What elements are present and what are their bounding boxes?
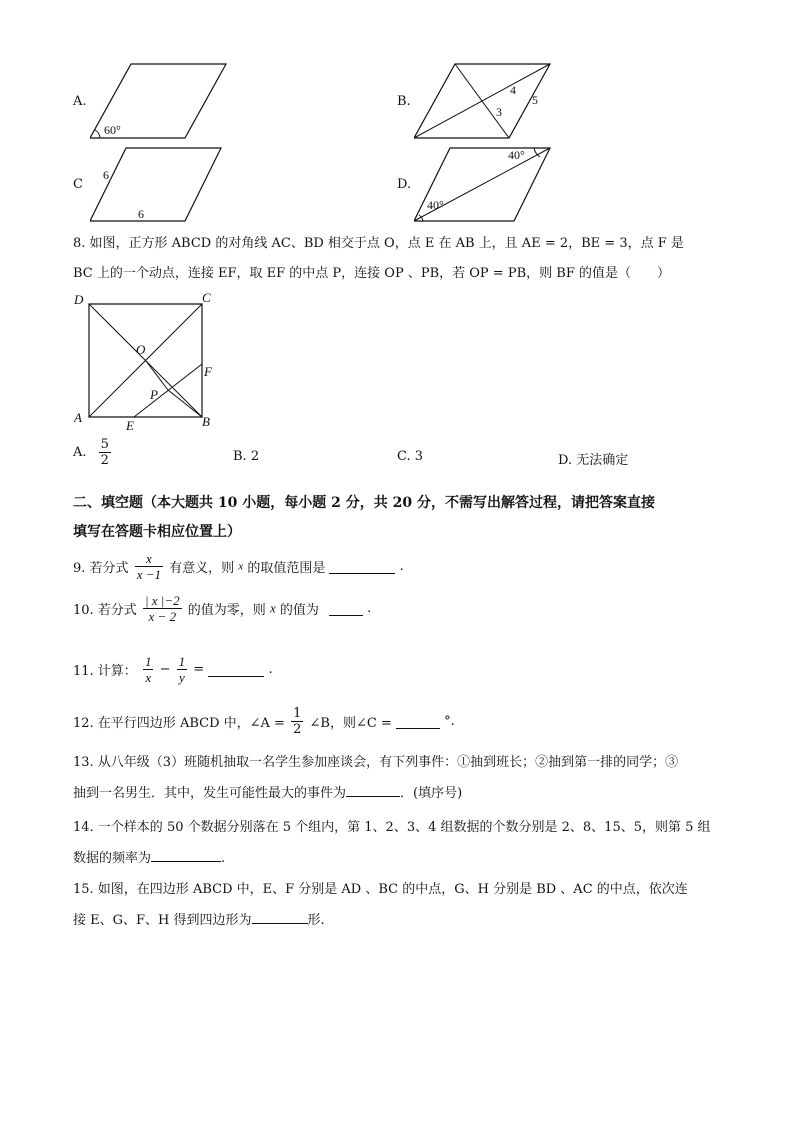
q10-suffix: 的值为 [279,603,319,618]
q11-end: . [268,662,273,677]
q10 [73,593,371,624]
q11-minus: − [159,662,171,677]
q9 [73,551,404,582]
q9-fraction [135,551,163,582]
q9-denominator: x −1 [136,567,161,582]
q11-prefix: 11. 计算： [73,664,137,679]
q14-answer-blank[interactable] [151,848,221,862]
q10-denominator: x − 2 [148,609,177,624]
q7-b-three: 3 [496,105,502,119]
q11-fraction-2-numerator: 1 [178,654,186,669]
q9-prefix: 9. 若分式 [73,561,129,576]
q12 [73,706,455,737]
q14-text-line2: 数据的频率为 [73,851,152,866]
q7-b-four: 4 [510,83,516,97]
q13-end: ．(填序号) [400,786,463,801]
q10-prefix: 10. 若分式 [73,603,137,618]
q9-suffix: 的取值范围是 [247,561,326,576]
q15-line2 [73,910,325,931]
q15-text-line2: 接 E、G、F、H 得到四边形为 [73,913,252,928]
q11 [73,654,273,685]
q9-answer-blank[interactable] [329,560,395,574]
q7-d-bottom-angle: 40° [427,198,444,212]
q11-fraction-1 [143,654,154,685]
q14-line2 [73,848,225,869]
q8-label-o: O [136,342,146,357]
q8-label-d: D [74,292,84,307]
q11-equals: = [193,662,205,677]
q15-end: 形. [307,913,325,928]
q9-var: x [238,560,244,573]
q10-numerator: | x |−2 [144,593,180,608]
q12-denominator: 2 [293,722,302,737]
q8-text-line1: 8. 如图，正方形 ABCD 的对角线 AC、BD 相交于点 O，点 E 在 AB 上，且 AE = 2，BE = 3，点 F 是 [73,236,684,251]
q13-answer-blank[interactable] [346,783,400,797]
q8-option-a [73,437,113,468]
q8-label-a: A [74,410,82,425]
q7-option-c-parallelogram [90,145,230,225]
q8-label-p: P [150,387,158,402]
q7-option-d-label: D. [397,177,412,192]
q7-option-d-parallelogram [414,145,554,225]
q8-text-line2: BC 上的一个动点，连接 EF，取 EF 的中点 P，连接 OP 、PB，若 OP = PB，则 BF 的值是（ ） [73,266,670,281]
section2-heading-line1: 二、填空题（本大题共 10 小题，每小题 2 分，共 20 分，不需写出解答过程，请把答案直接 [73,495,655,511]
q14-text-line1: 14. 一个样本的 50 个数据分别落在 5 个组内，第 1、2、3、4 组数据的个数分别是 2、8、15、5，则第 5 组 [73,820,711,835]
q7-a-angle: 60° [104,123,121,137]
q14-end: . [221,851,226,866]
q15-text-line1: 15. 如图，在四边形 ABCD 中，E、F 分别是 AD 、BC 的中点，G、H 分别是 BD 、AC 的中点，依次连 [73,882,688,897]
q8-label-f: F [204,364,212,379]
q7-b-five: 5 [532,93,538,107]
q10-end: . [367,601,372,616]
q7-c-left-side: 6 [103,168,109,182]
q7-d-top-angle: 40° [508,148,525,162]
q8-option-b: B. 2 [233,449,260,464]
q13-text-line2: 抽到一名男生．其中，发生可能性最大的事件为 [73,786,347,801]
q8-label-e: E [126,418,134,432]
q11-fraction-2-denominator: y [179,670,185,685]
q11-fraction-1-denominator: x [145,670,152,685]
q8-square-figure [70,290,230,432]
q8-option-a-numerator: 5 [100,437,109,452]
q8-option-a-label: A. [73,445,87,460]
q11-fraction-2 [177,654,188,685]
q13-text-line1: 13. 从八年级（3）班随机抽取一名学生参加座谈会，有下列事件：①抽到班长；②抽到第一排的同学；③ [73,755,679,770]
q12-fraction [291,706,303,737]
q7-option-a-label: A. [73,94,87,109]
q10-var: x [269,600,276,616]
q8-label-b: B [202,414,210,429]
q8-label-c: C [202,290,211,305]
q7-option-b-label: B. [397,94,411,109]
q9-mid: 有意义，则 [169,561,235,576]
q10-fraction [143,593,182,624]
q12-prefix: 12. 在平行四边形 ABCD 中，∠A = [73,716,285,731]
q8-option-a-fraction [99,437,111,468]
q10-answer-blank[interactable] [329,602,363,616]
q9-numerator: x [135,551,163,567]
q8-option-d: D. 无法确定 [558,453,629,468]
q8-option-c: C. 3 [397,449,424,464]
q9-end: . [399,559,404,574]
q7-c-bottom-side: 6 [138,207,144,221]
q11-fraction-1-numerator: 1 [144,654,152,669]
q15-answer-blank[interactable] [252,910,308,924]
q12-answer-blank[interactable] [396,715,440,729]
q7-option-c-label: C [73,177,83,192]
q7-option-b-parallelogram [414,60,554,142]
q12-numerator: 1 [293,706,302,721]
q11-answer-blank[interactable] [208,663,264,677]
q12-end: °. [444,714,455,729]
section2-heading-line2: 填写在答题卡相应位置上） [73,524,241,540]
q8-option-a-denominator: 2 [100,453,109,468]
q7-option-a-parallelogram [90,60,230,142]
q13-line2 [73,783,462,804]
q10-mid: 的值为零，则 [187,603,266,618]
q12-mid: ∠B，则∠C = [309,716,392,731]
